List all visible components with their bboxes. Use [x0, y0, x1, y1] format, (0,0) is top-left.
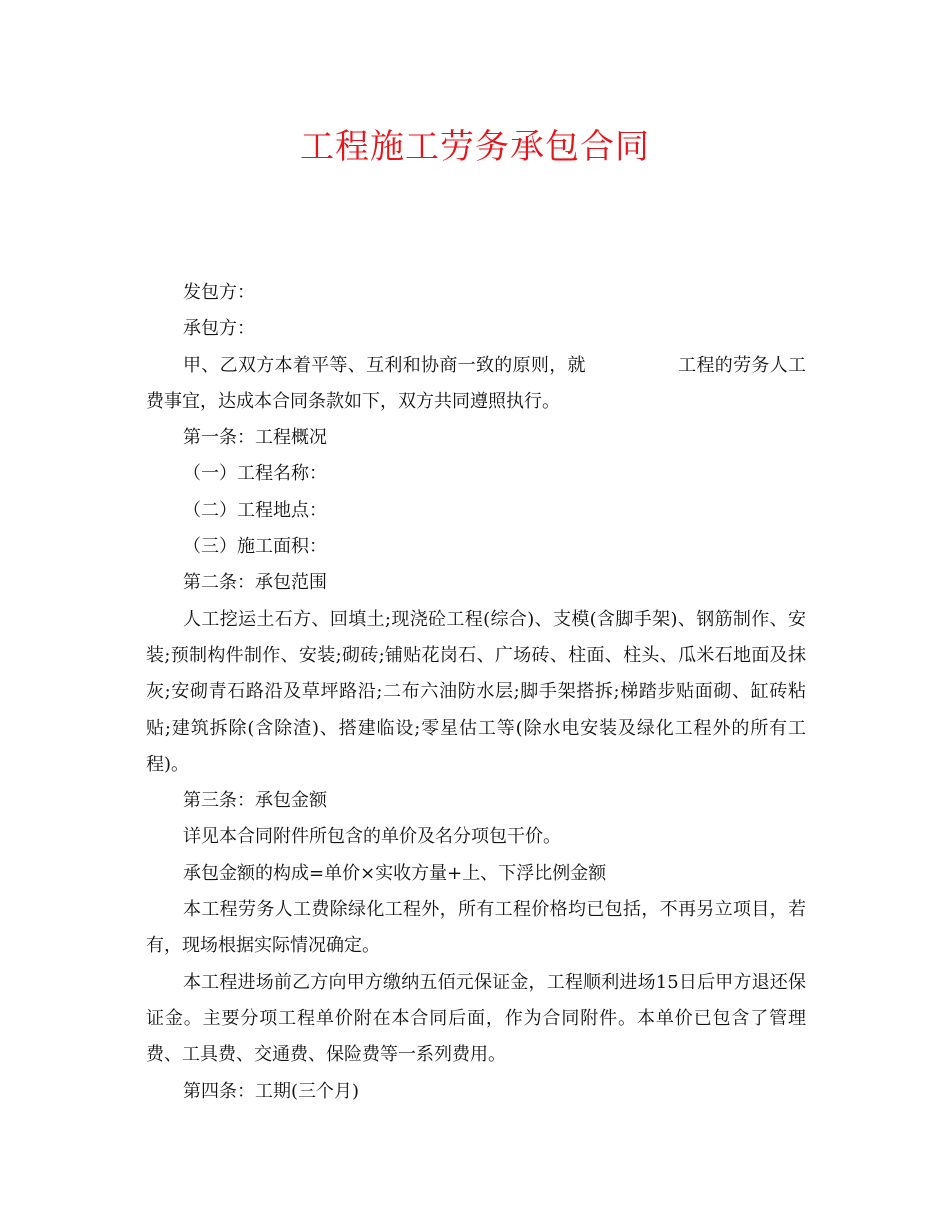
party-b-line: 承包方：: [183, 318, 255, 340]
article-1-heading: 第一条：工程概况: [183, 427, 327, 449]
deposit-paragraph: 本工程进场前乙方向甲方缴纳五佰元保证金，工程顺利进场15日后甲方退还保证金。主要分项工程单价附在本合同后面，作为合同附件。本单价已包含了管理费、工具费、交通费、保险费等一系列费用。: [146, 971, 806, 1066]
document-title: 工程施工劳务承包合同: [300, 127, 650, 167]
intro-paragraph: [146, 348, 806, 421]
article-3-heading: 第三条：承包金额: [183, 790, 327, 812]
intro-text-part2: 工程的劳务人工费事宜，达成本合同条款如下，双方共同遵照执行。: [146, 354, 807, 412]
labor-cost-paragraph: 本工程劳务人工费除绿化工程外，所有工程价格均已包括，不再另立项目，若有，现场根据实际情况确定。: [146, 899, 806, 957]
article-2-heading: 第二条：承包范围: [183, 572, 327, 594]
amount-detail-line: 详见本合同附件所包含的单价及名分项包干价。: [183, 826, 561, 848]
project-name-line: （一）工程名称：: [183, 463, 327, 485]
party-a-line: 发包方：: [183, 282, 255, 303]
document-body: [146, 275, 806, 1110]
construction-area-line: （三）施工面积：: [183, 536, 327, 558]
scope-paragraph: 人工挖运土石方、回填土;现浇砼工程(综合)、支模(含脚手架)、钢筋制作、安装;预制构件制作、安装;砌砖;铺贴花岗石、广场砖、柱面、柱头、瓜米石地面及抹灰;安砌青石路沿及草坪路沿;二布六油防水层;脚手架搭拆;梯踏步贴面砌、缸砖粘贴;建筑拆除(含除渣)、搭建临设;零星估工等(除水电安装及绿化工程外的所有工程)。: [146, 608, 806, 775]
article-4-heading: 第四条：工期(三个月): [183, 1080, 360, 1102]
project-location-line: （二）工程地点：: [183, 499, 327, 521]
intro-text-part1: 甲、乙双方本着平等、互利和协商一致的原则，就: [183, 354, 586, 376]
amount-formula-line: 承包金额的构成=单价×实收方量+上、下浮比例金额: [183, 862, 607, 884]
